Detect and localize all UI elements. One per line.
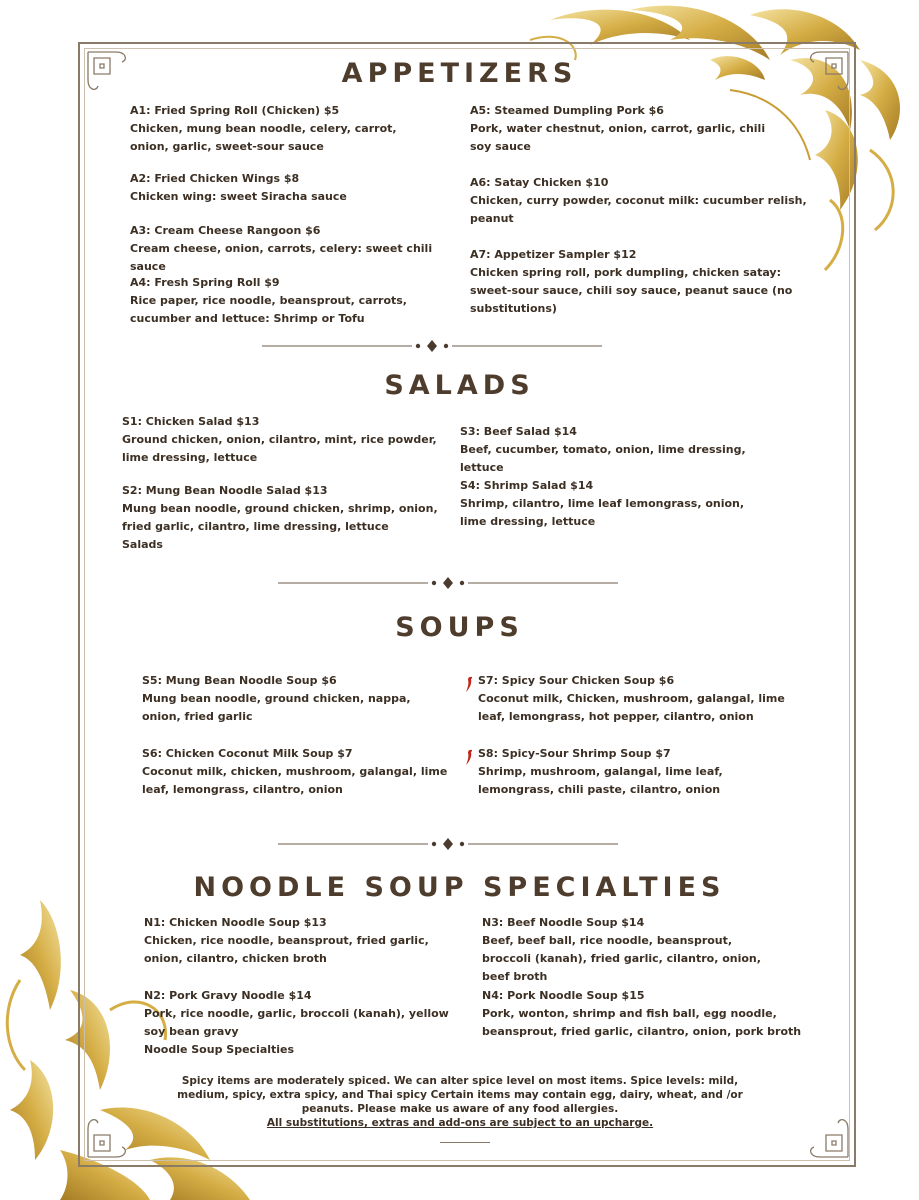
- menu-item: [130, 274, 450, 328]
- menu-item-description: Pork, water chestnut, onion, carrot, garlic, chili soy sauce: [470, 122, 766, 153]
- menu-item: [144, 987, 469, 1059]
- menu-item: [460, 477, 770, 531]
- section-divider: [278, 838, 618, 850]
- menu-item: [122, 413, 442, 467]
- menu-item-description: Beef, cucumber, tomato, onion, lime dressing, lettuce: [460, 443, 746, 474]
- menu-item-description: Cream cheese, onion, carrots, celery: sweet chili sauce: [130, 242, 433, 273]
- menu-item-description: Shrimp, cilantro, lime leaf lemongrass, onion, lime dressing, lettuce: [460, 497, 745, 528]
- menu-item: [122, 482, 447, 554]
- menu-item-name: A6: Satay Chicken $10: [470, 176, 609, 189]
- menu-item-name: S6: Chicken Coconut Milk Soup $7: [142, 747, 353, 760]
- menu-item: [142, 745, 452, 799]
- menu-item-name: A7: Appetizer Sampler $12: [470, 248, 637, 261]
- menu-item-name: N2: Pork Gravy Noodle $14: [144, 989, 312, 1002]
- menu-item-description: Chicken, rice noodle, beansprout, fried garlic, onion, cilantro, chicken broth: [144, 934, 429, 965]
- section-title-soups: SOUPS: [395, 612, 524, 643]
- menu-item-description: Ground chicken, onion, cilantro, mint, rice powder, lime dressing, lettuce: [122, 433, 437, 464]
- spice-allergy-note: Spicy items are moderately spiced. We can alter spice level on most items. Spice levels: mild, medium, spicy, extra spicy, and Thai spicy Certain items may contain egg, dairy, wheat, and /or peanuts. Please make us aware of any food allergies.: [177, 1075, 743, 1115]
- section-divider: [278, 577, 618, 589]
- menu-item: [144, 914, 464, 968]
- menu-item: [482, 987, 802, 1041]
- menu-item: [478, 672, 798, 726]
- menu-item: [470, 246, 800, 318]
- chili-pepper-icon: [464, 676, 474, 694]
- menu-item-description: Pork, rice noodle, garlic, broccoli (kanah), yellow soy bean gravy: [144, 1007, 449, 1038]
- section-divider: [262, 340, 602, 352]
- menu-item-name: N1: Chicken Noodle Soup $13: [144, 916, 327, 929]
- menu-item-name: S8: Spicy-Sour Shrimp Soup $7: [478, 747, 671, 760]
- menu-item-description: Chicken wing: sweet Siracha sauce: [130, 190, 347, 203]
- menu-item-name: S2: Mung Bean Noodle Salad $13: [122, 484, 328, 497]
- section-title-salads: SALADS: [384, 370, 535, 401]
- menu-item-name: A3: Cream Cheese Rangoon $6: [130, 224, 321, 237]
- menu-item-description: Chicken, curry powder, coconut milk: cucumber relish, peanut: [470, 194, 807, 225]
- menu-item: [460, 423, 790, 477]
- menu-item-name: S3: Beef Salad $14: [460, 425, 577, 438]
- menu-item-description: Coconut milk, chicken, mushroom, galangal, lime leaf, lemongrass, cilantro, onion: [142, 765, 448, 796]
- menu-item-name: N4: Pork Noodle Soup $15: [482, 989, 645, 1002]
- chili-pepper-icon: [464, 749, 474, 767]
- menu-item: [130, 102, 430, 156]
- menu-item-description: Shrimp, mushroom, galangal, lime leaf, lemongrass, chili paste, cilantro, onion: [478, 765, 723, 796]
- menu-item-name: A2: Fried Chicken Wings $8: [130, 172, 300, 185]
- menu-item-name: A1: Fried Spring Roll (Chicken) $5: [130, 104, 340, 117]
- corner-ornament-icon: [806, 1115, 850, 1159]
- menu-item-description: Mung bean noodle, ground chicken, nappa, onion, fried garlic: [142, 692, 411, 723]
- menu-item-name: N3: Beef Noodle Soup $14: [482, 916, 645, 929]
- menu-item-name: S4: Shrimp Salad $14: [460, 479, 594, 492]
- menu-item-description: Coconut milk, Chicken, mushroom, galangal, lime leaf, lemongrass, hot pepper, cilantro, onion: [478, 692, 785, 723]
- menu-item-note: Salads: [122, 538, 163, 551]
- menu-item-name: A4: Fresh Spring Roll $9: [130, 276, 280, 289]
- menu-footer: [170, 1074, 750, 1130]
- section-title-noodle-soup-specialties: NOODLE SOUP SPECIALTIES: [193, 872, 726, 903]
- menu-item-name: S5: Mung Bean Noodle Soup $6: [142, 674, 337, 687]
- menu-item: [478, 745, 798, 799]
- menu-item: [130, 170, 430, 206]
- footer-rule: [440, 1142, 490, 1143]
- menu-item-name: S1: Chicken Salad $13: [122, 415, 260, 428]
- menu-item: [470, 174, 810, 228]
- menu-item: [482, 914, 782, 986]
- menu-item: [470, 102, 780, 156]
- menu-item-description: Chicken spring roll, pork dumpling, chicken satay: sweet-sour sauce, chili soy sauce, peanut sauce (no substitutions): [470, 266, 793, 315]
- menu-item-description: Beef, beef ball, rice noodle, beansprout, broccoli (kanah), fried garlic, cilantro, onion, beef broth: [482, 934, 761, 983]
- menu-item: [130, 222, 450, 276]
- section-title-appetizers: APPETIZERS: [341, 58, 578, 89]
- menu-item-description: Pork, wonton, shrimp and fish ball, egg noodle, beansprout, fried garlic, cilantro, onion, pork broth: [482, 1007, 802, 1038]
- corner-ornament-icon: [86, 1115, 130, 1159]
- menu-item: [142, 672, 452, 726]
- menu-item-description: Rice paper, rice noodle, beansprout, carrots, cucumber and lettuce: Shrimp or Tofu: [130, 294, 407, 325]
- menu-item-description: Chicken, mung bean noodle, celery, carrot, onion, garlic, sweet-sour sauce: [130, 122, 397, 153]
- menu-item-name: S7: Spicy Sour Chicken Soup $6: [478, 674, 675, 687]
- menu-item-note: Noodle Soup Specialties: [144, 1043, 295, 1056]
- menu-item-name: A5: Steamed Dumpling Pork $6: [470, 104, 664, 117]
- menu-item-description: Mung bean noodle, ground chicken, shrimp, onion, fried garlic, cilantro, lime dressing, lettuce: [122, 502, 438, 533]
- upcharge-note: All substitutions, extras and add-ons are subject to an upcharge.: [266, 1117, 654, 1129]
